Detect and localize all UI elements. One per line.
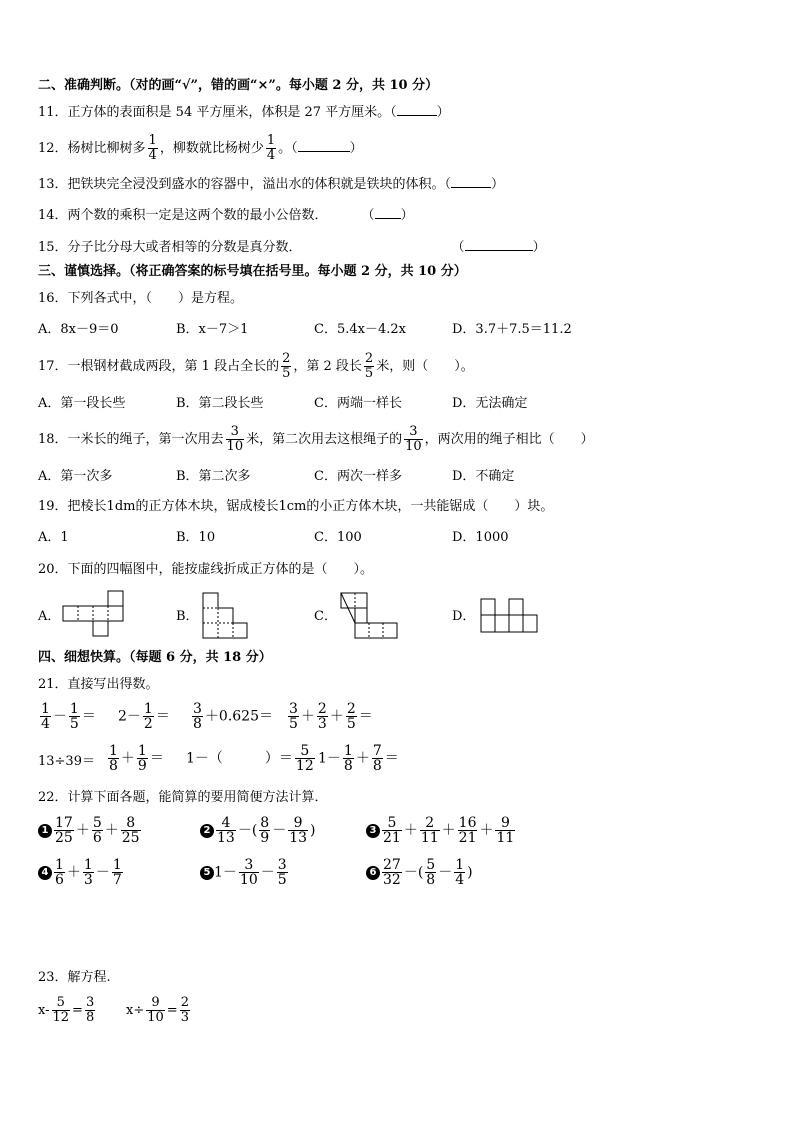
q17-option-d[interactable]: D．无法确定 (452, 396, 528, 411)
cube-net-c[interactable] (340, 592, 398, 640)
q16-option-b[interactable]: B．x－7＞1 (176, 322, 249, 337)
question-22: 22．计算下面各题，能简算的要用简便方法计算． (38, 790, 328, 805)
q21-expr-8: 1－ $\frac{1}{8}$ ＋ $\frac{7}{8}$ ＝ (318, 743, 399, 774)
q19-option-c[interactable]: C．100 (314, 530, 362, 545)
question-21: 21．直接写出得数。 (38, 677, 159, 692)
fraction: $\frac{3}{10}$ (405, 424, 422, 454)
fraction: $\frac{2}{5}$ (282, 351, 291, 381)
section-2-title: 二、准确判断。（对的画“√”，错的画“×”。每小题 2 分，共 10 分） (38, 78, 439, 93)
q21-expr-5: 13÷39＝ (38, 754, 95, 769)
fraction: $\frac{1}{4}$ (148, 133, 157, 163)
cube-net-a[interactable] (62, 590, 124, 638)
q20-option-b[interactable]: B． (176, 609, 199, 624)
circled-number: 2 (200, 824, 214, 838)
q22-calc-4: 4 $\frac{1}{6}$ ＋ $\frac{1}{3}$ － $\frac{1}{7}$ (38, 858, 125, 887)
question-20: 20．下面的四幅图中，能按虚线折成正方体的是（ ）。 (38, 562, 374, 577)
answer-blank[interactable] (298, 139, 350, 152)
q21-expr-7: 1－（ ）＝ $\frac{5}{12}$ (186, 743, 314, 774)
q20-option-c[interactable]: C． (314, 609, 337, 624)
answer-blank[interactable] (397, 103, 437, 116)
q16-option-a[interactable]: A．8x－9＝0 (38, 322, 119, 337)
question-16: 16．下列各式中，（ ）是方程。 (38, 291, 244, 306)
q22-calc-2: 2 $\frac{4}{13}$ －( $\frac{8}{9}$ － $\frac{9}{13}$ ) (200, 816, 316, 845)
cube-net-d[interactable] (480, 598, 538, 634)
question-14: 14．两个数的乘积一定是这两个数的最小公倍数． （ ） (38, 208, 414, 223)
q23-equation-2: x÷ $\frac{9}{10}$ = $\frac{2}{3}$ (126, 995, 189, 1025)
q21-expr-6: $\frac{1}{8}$ ＋ $\frac{1}{9}$ ＝ (109, 743, 164, 774)
q20-option-a[interactable]: A． (38, 609, 61, 624)
q16-option-c[interactable]: C．5.4x－4.2x (314, 322, 406, 337)
fraction: $\frac{3}{10}$ (226, 424, 244, 454)
q21-expr-1: $\frac{1}{4}$ － $\frac{1}{5}$ ＝ (41, 701, 96, 732)
q19-option-a[interactable]: A．1 (38, 530, 69, 545)
answer-blank[interactable] (465, 238, 533, 251)
answer-blank[interactable] (451, 175, 491, 188)
q18-option-a[interactable]: A．第一次多 (38, 469, 113, 484)
q19-option-d[interactable]: D．1000 (452, 530, 509, 545)
q21-expr-3: $\frac{3}{8}$ ＋0.625＝ (193, 701, 274, 732)
q16-option-d[interactable]: D．3.7＋7.5＝11.2 (452, 322, 572, 337)
question-18: 18．一米长的绳子，第一次用去 $\frac{3}{10}$ 米，第二次用去这根绳子的 $\frac{3}{10}$ ，两次用的绳子相比（ ） (38, 424, 594, 454)
q22-calc-5: 5 1－ $\frac{3}{10}$ － $\frac{3}{5}$ (200, 858, 290, 887)
q22-calc-1: 1 $\frac{17}{25}$ ＋ $\frac{5}{6}$ ＋ $\frac{8}{25}$ (38, 816, 143, 845)
circled-number: 4 (38, 866, 52, 880)
question-13: 13．把铁块完全浸没到盛水的容器中，溢出水的体积就是铁块的体积。（ ） (38, 177, 505, 192)
q17-option-a[interactable]: A．第一段长些 (38, 396, 126, 411)
q22-calc-3: 3 $\frac{5}{21}$ ＋ $\frac{2}{11}$ ＋ $\frac{16}{21}$ ＋ $\frac{9}{11}$ (366, 816, 517, 845)
section-4-title: 四、细想快算。（每题 6 分，共 18 分） (38, 650, 272, 665)
question-11: 11．正方体的表面积是 54 平方厘米，体积是 27 平方厘米。（ ） (38, 105, 450, 120)
circled-number: 1 (38, 824, 52, 838)
q20-option-d[interactable]: D． (452, 609, 476, 624)
q18-option-d[interactable]: D．不确定 (452, 469, 515, 484)
q21-expr-2: 2－ $\frac{1}{2}$ ＝ (118, 701, 170, 732)
q18-option-c[interactable]: C．两次一样多 (314, 469, 402, 484)
question-23: 23．解方程. (38, 970, 111, 985)
fraction: $\frac{2}{5}$ (364, 351, 374, 381)
q22-calc-6: 6 $\frac{27}{32}$ －( $\frac{5}{8}$ － $\frac{1}{4}$ ) (366, 858, 473, 887)
q17-option-b[interactable]: B．第二段长些 (176, 396, 264, 411)
section-3-title: 三、谨慎选择。（将正确答案的标号填在括号里。每小题 2 分，共 10 分） (38, 264, 467, 279)
q17-option-c[interactable]: C．两端一样长 (314, 396, 402, 411)
q19-option-b[interactable]: B．10 (176, 530, 216, 545)
q23-equation-1: x- $\frac{5}{12}$ = $\frac{3}{8}$ (38, 995, 95, 1025)
fraction: $\frac{1}{4}$ (266, 133, 276, 163)
question-17: 17．一根钢材截成两段，第 1 段占全长的 $\frac{2}{5}$ ，第 2 段长 $\frac{2}{5}$ 米，则（ ）。 (38, 351, 474, 381)
q18-option-b[interactable]: B．第二次多 (176, 469, 251, 484)
circled-number: 3 (366, 824, 380, 838)
question-12: 12．杨树比柳树多 $\frac{1}{4}$ ，柳数就比杨树少 $\frac{1}{4}$ 。（ ） (38, 133, 363, 163)
question-19: 19．把棱长1dm的正方体木块，锯成棱长1cm的小正方体木块，一共能锯成（ ）块。 (38, 499, 554, 514)
q21-expr-4: $\frac{3}{5}$ ＋ $\frac{2}{3}$ ＋ $\frac{2}{5}$ ＝ (289, 701, 373, 732)
circled-number: 6 (366, 866, 380, 880)
answer-blank[interactable] (375, 206, 401, 219)
question-15: 15．分子比分母大或者相等的分数是真分数． （ ） (38, 240, 546, 255)
cube-net-b[interactable] (202, 592, 248, 640)
circled-number: 5 (200, 866, 214, 880)
